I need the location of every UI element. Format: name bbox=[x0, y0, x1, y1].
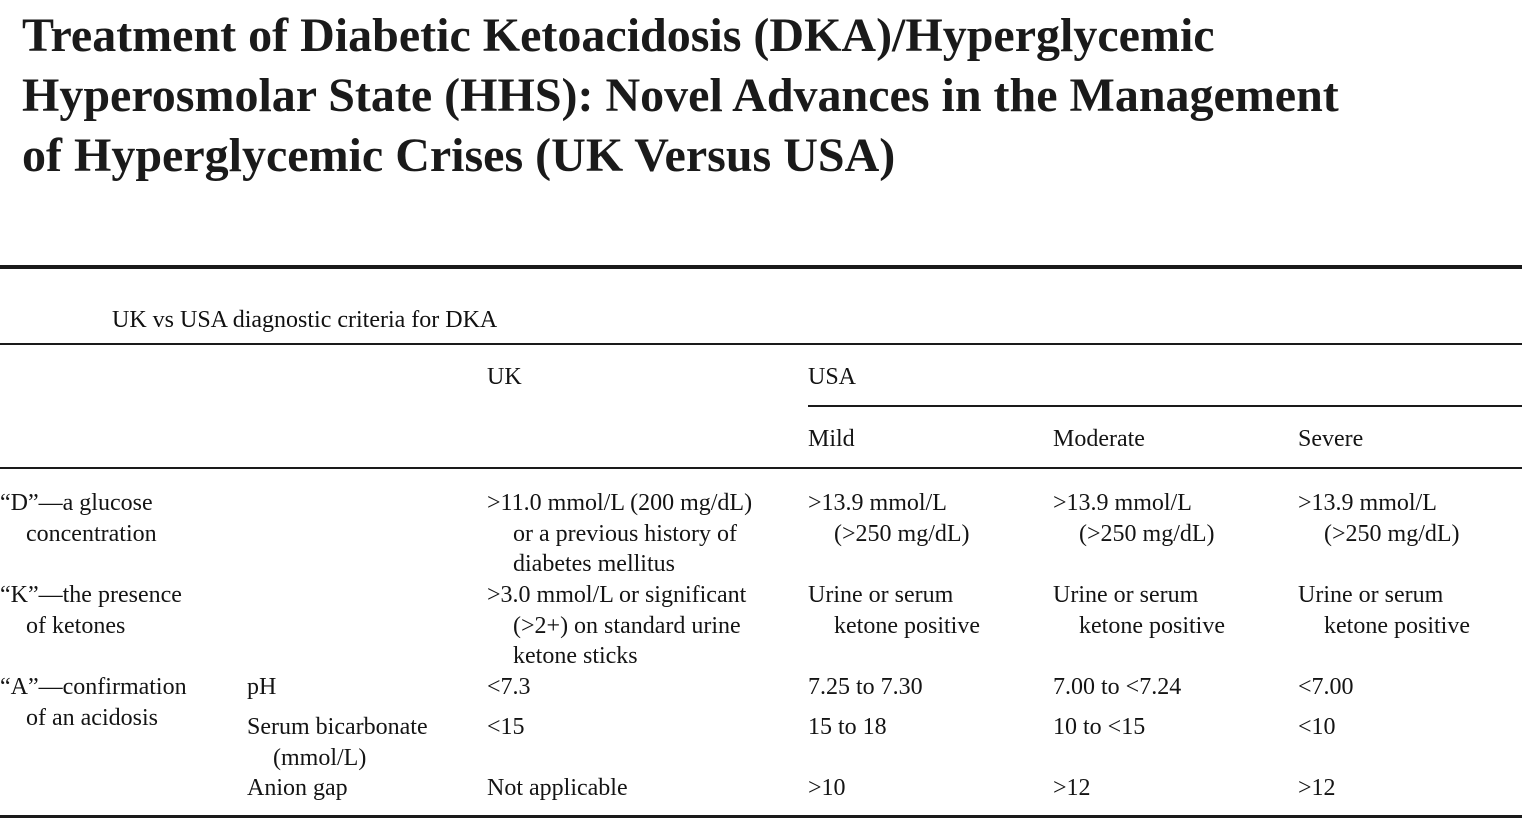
row-a-aniongap-severe: >12 bbox=[1298, 775, 1336, 801]
table-top-rule bbox=[0, 265, 1522, 269]
row-d-moderate: >13.9 mmol/L (>250 mg/dL) bbox=[1053, 490, 1215, 547]
row-a-bicarbonate-moderate: 10 to <15 bbox=[1053, 714, 1146, 740]
row-k-uk: >3.0 mmol/L or significant (>2+) on standard urine ketone sticks bbox=[487, 582, 747, 669]
row-k-moderate: Urine or serum ketone positive bbox=[1053, 582, 1225, 639]
header-usa-severe: Severe bbox=[1298, 426, 1364, 452]
caption-rule bbox=[0, 343, 1522, 345]
table-bottom-rule bbox=[0, 815, 1522, 818]
usa-header-rule bbox=[808, 405, 1522, 407]
header-uk: UK bbox=[487, 364, 522, 390]
title-line: Treatment of Diabetic Ketoacidosis (DKA)/Hyperglycemic bbox=[22, 9, 1215, 62]
table-caption: UK vs USA diagnostic criteria for DKA bbox=[112, 307, 498, 333]
page-title bbox=[22, 6, 1512, 186]
row-a-bicarbonate-uk: <15 bbox=[487, 714, 525, 740]
row-k-mild: Urine or serum ketone positive bbox=[808, 582, 980, 639]
row-k-label: “K”—the presence of ketones bbox=[0, 582, 182, 639]
row-a-ph-label: pH bbox=[247, 674, 277, 700]
row-a-aniongap-label: Anion gap bbox=[247, 775, 348, 801]
row-a-ph-mild: 7.25 to 7.30 bbox=[808, 674, 923, 700]
row-d-severe: >13.9 mmol/L (>250 mg/dL) bbox=[1298, 490, 1460, 547]
row-d-label: “D”—a glucose concentration bbox=[0, 490, 157, 547]
row-a-aniongap-uk: Not applicable bbox=[487, 775, 628, 801]
row-a-ph-moderate: 7.00 to <7.24 bbox=[1053, 674, 1182, 700]
row-k-severe: Urine or serum ketone positive bbox=[1298, 582, 1470, 639]
title-line: of Hyperglycemic Crises (UK Versus USA) bbox=[22, 129, 896, 182]
header-usa: USA bbox=[808, 364, 857, 390]
title-line: Hyperosmolar State (HHS): Novel Advances in the Management bbox=[22, 69, 1339, 122]
row-a-bicarbonate-mild: 15 to 18 bbox=[808, 714, 887, 740]
row-d-mild: >13.9 mmol/L (>250 mg/dL) bbox=[808, 490, 970, 547]
row-a-ph-severe: <7.00 bbox=[1298, 674, 1354, 700]
row-a-aniongap-mild: >10 bbox=[808, 775, 846, 801]
row-a-aniongap-moderate: >12 bbox=[1053, 775, 1091, 801]
header-usa-mild: Mild bbox=[808, 426, 855, 452]
row-a-label: “A”—confirmation of an acidosis bbox=[0, 674, 187, 731]
header-rule bbox=[0, 467, 1522, 469]
row-a-bicarbonate-severe: <10 bbox=[1298, 714, 1336, 740]
header-usa-moderate: Moderate bbox=[1053, 426, 1145, 452]
row-a-ph-uk: <7.3 bbox=[487, 674, 531, 700]
row-d-uk: >11.0 mmol/L (200 mg/dL) or a previous history of diabetes mellitus bbox=[487, 490, 753, 577]
row-a-bicarbonate-label: Serum bicarbonate (mmol/L) bbox=[247, 714, 428, 771]
